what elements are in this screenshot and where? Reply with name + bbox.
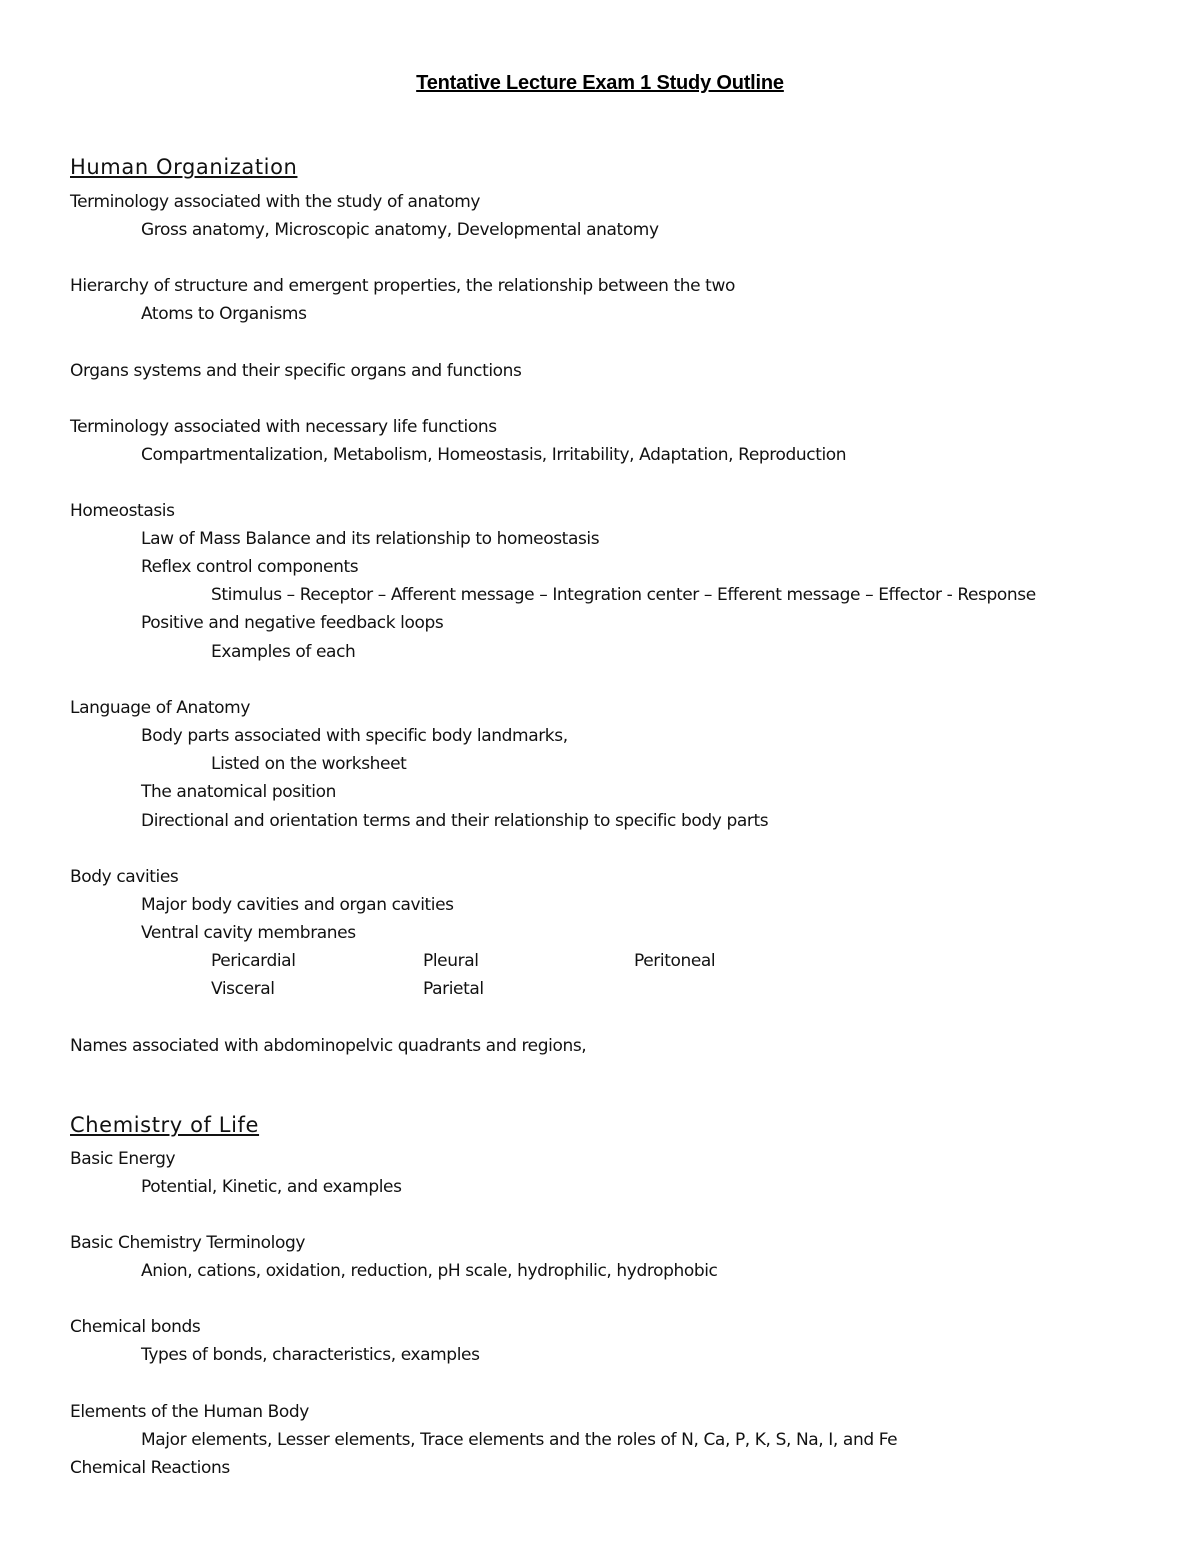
membrane-term: Visceral	[211, 979, 275, 999]
outline-item: Basic Energy	[70, 1149, 176, 1169]
outline-subitem: Types of bonds, characteristics, examples	[141, 1345, 480, 1365]
outline-item: Organs systems and their specific organs and functions	[70, 361, 522, 381]
outline-subitem: Law of Mass Balance and its relationship to homeostasis	[141, 529, 600, 549]
outline-item: Homeostasis	[70, 501, 175, 521]
section-heading-human-organization: Human Organization	[70, 155, 298, 179]
outline-subsubitem: Listed on the worksheet	[211, 754, 407, 774]
outline-subitem: Gross anatomy, Microscopic anatomy, Developmental anatomy	[141, 220, 659, 240]
outline-item: Terminology associated with the study of anatomy	[70, 192, 481, 212]
section-heading-chemistry-of-life: Chemistry of Life	[70, 1113, 260, 1137]
outline-subitem: Major body cavities and organ cavities	[141, 895, 454, 915]
outline-subitem: Body parts associated with specific body landmarks,	[141, 726, 568, 746]
outline-subsubitem: Stimulus – Receptor – Afferent message – Integration center – Efferent message – Effector - Response	[211, 585, 1036, 605]
outline-subitem: Major elements, Lesser elements, Trace elements and the roles of N, Ca, P, K, S, Na, I, and Fe	[141, 1430, 898, 1450]
outline-item: Body cavities	[70, 867, 179, 887]
outline-subitem: Compartmentalization, Metabolism, Homeostasis, Irritability, Adaptation, Reproduction	[141, 445, 847, 465]
outline-subitem: The anatomical position	[141, 782, 337, 802]
outline-item: Basic Chemistry Terminology	[70, 1233, 306, 1253]
outline-item: Chemical Reactions	[70, 1458, 230, 1478]
outline-subitem: Potential, Kinetic, and examples	[141, 1177, 402, 1197]
outline-subitem: Directional and orientation terms and their relationship to specific body parts	[141, 811, 769, 831]
outline-subitem: Atoms to Organisms	[141, 304, 307, 324]
outline-item: Chemical bonds	[70, 1317, 201, 1337]
outline-item: Terminology associated with necessary life functions	[70, 417, 497, 437]
outline-subitem: Reflex control components	[141, 557, 359, 577]
outline-item: Elements of the Human Body	[70, 1402, 309, 1422]
outline-subitem: Positive and negative feedback loops	[141, 613, 444, 633]
outline-item: Language of Anatomy	[70, 698, 250, 718]
page-title: Tentative Lecture Exam 1 Study Outline	[416, 72, 784, 94]
outline-subitem: Anion, cations, oxidation, reduction, pH scale, hydrophilic, hydrophobic	[141, 1261, 718, 1281]
membrane-term: Parietal	[423, 979, 484, 999]
outline-item: Hierarchy of structure and emergent properties, the relationship between the two	[70, 276, 735, 296]
outline-item: Names associated with abdominopelvic quadrants and regions,	[70, 1036, 587, 1056]
membrane-term: Peritoneal	[634, 951, 716, 971]
outline-subitem: Ventral cavity membranes	[141, 923, 356, 943]
membrane-term: Pleural	[423, 951, 479, 971]
outline-subsubitem: Examples of each	[211, 642, 356, 662]
membrane-term: Pericardial	[211, 951, 296, 971]
